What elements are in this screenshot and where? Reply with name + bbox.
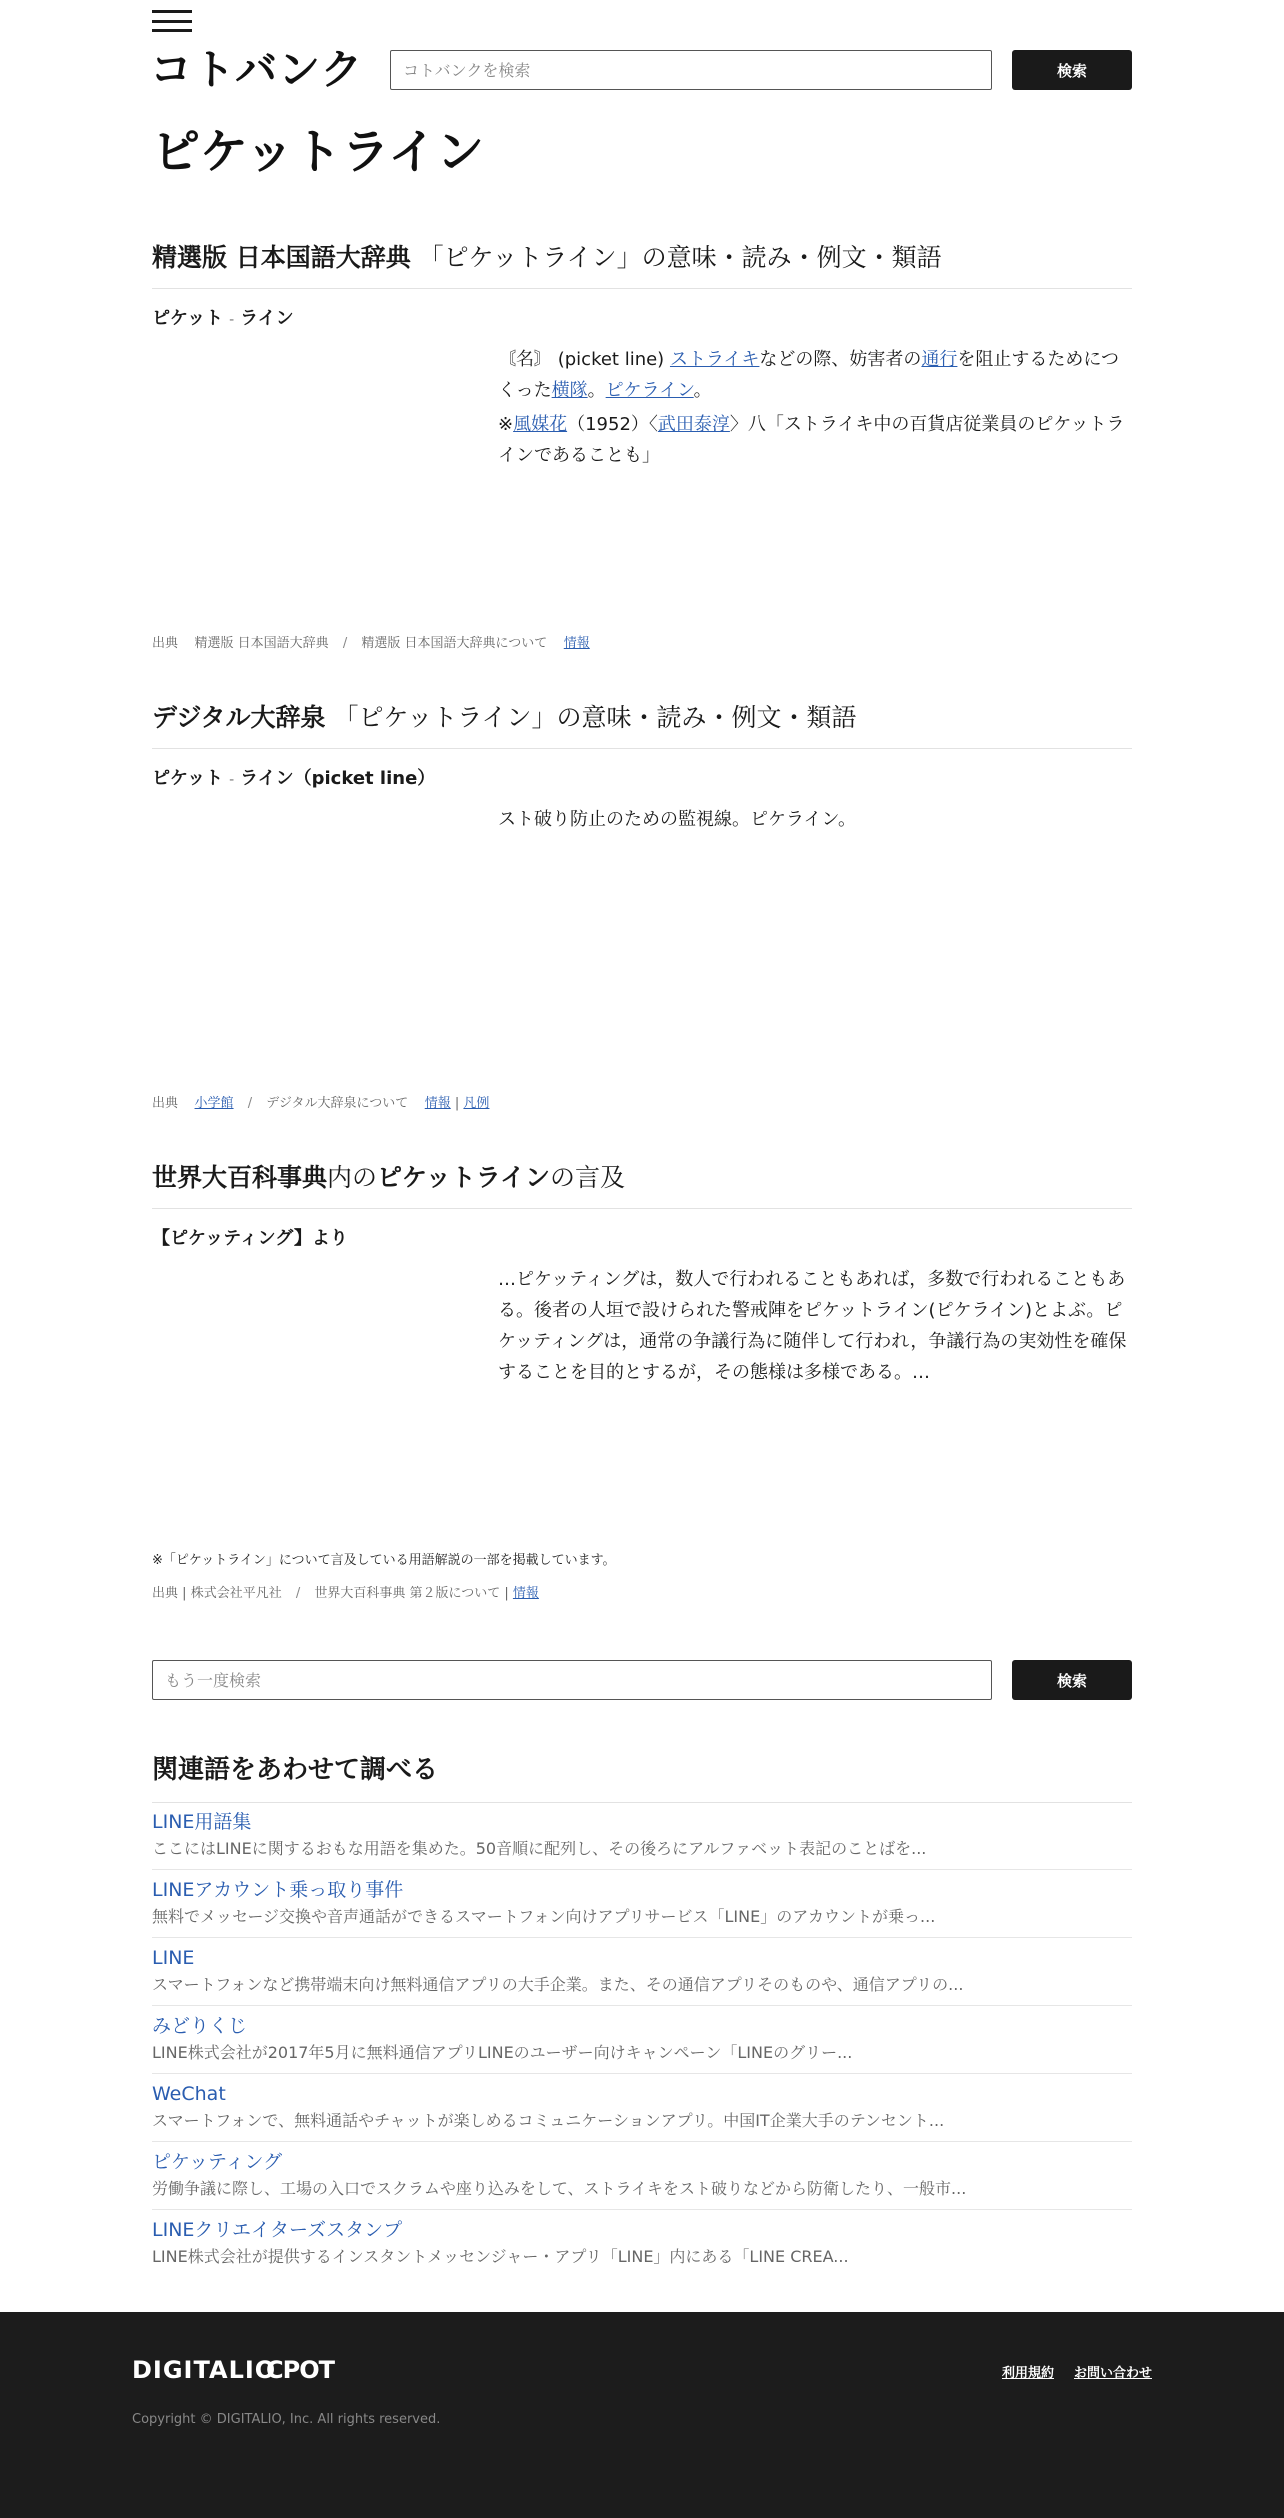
- related-term-desc: LINE株式会社が2017年5月に無料通信アプリLINEのユーザー向けキャンペーン「LINEのグリー...: [152, 2043, 853, 2062]
- search-bar-bottom: [152, 1660, 1132, 1700]
- copyright: Copyright © DIGITALIO, Inc. All rights reserved.: [132, 2412, 441, 2427]
- section-heading-suffix: 「ピケットライン」の意味・読み・例文・類語: [333, 703, 857, 732]
- related-term-desc: ここにはLINEに関するおもな用語を集めた。50音順に配列し、その後ろにアルファベット表記のことばを...: [152, 1839, 927, 1858]
- source-label: 出典: [152, 636, 179, 651]
- related-terms-title: 関連語をあわせて調べる: [152, 1752, 1132, 1803]
- definition-text: などの際、妨害者の: [759, 349, 922, 370]
- headword-part: ライン（picket line）: [240, 768, 436, 789]
- link-outai[interactable]: 横隊: [551, 380, 588, 401]
- section-heading-text: 内の: [327, 1163, 378, 1192]
- source-label: 出典: [152, 1096, 179, 1111]
- footer: [0, 2312, 1284, 2518]
- source-separator: |: [454, 1096, 460, 1111]
- source-separator: /: [247, 1096, 253, 1111]
- related-term-link[interactable]: LINE: [152, 1947, 195, 1969]
- headword-separator: ‐: [229, 312, 235, 328]
- page-title: ピケットライン: [152, 124, 485, 180]
- mention-note: ※「ピケットライン」について言及している用語解説の一部を掲載しています。: [152, 1553, 616, 1568]
- source-about: デジタル大辞泉について: [266, 1096, 409, 1111]
- entry-excerpt: …ピケッティングは，数人で行われることもあれば，多数で行われることもある。後者の人垣で設けられた警戒陣をピケットライン(ピケライン)とよぶ。ピケッティングは，通常の争議行為に随伴して行われ，争議行為の実効性を確保することを目的とするが，その態様は多様である。…: [498, 1269, 1127, 1383]
- related-term-desc: LINE株式会社が提供するインスタントメッセンジャー・アプリ「LINE」内にある「LINE CREA...: [152, 2247, 849, 2266]
- list-item: [152, 2210, 1132, 2278]
- link-fubaika[interactable]: 風媒花: [513, 414, 568, 435]
- link-pikeline[interactable]: ピケライン: [605, 380, 694, 401]
- source-separator: |: [504, 1586, 509, 1601]
- headword-part: ピケット: [152, 768, 224, 789]
- source-info-link[interactable]: 情報: [563, 636, 590, 651]
- list-item: [152, 2006, 1132, 2074]
- related-term-link[interactable]: LINE用語集: [152, 1811, 252, 1833]
- section-heading-term: ピケットライン: [377, 1163, 551, 1192]
- menu-icon[interactable]: [152, 10, 192, 32]
- related-term-desc: 労働争議に際し、工場の入口でスクラムや座り込みをして、ストライキをスト破りなどから防衛したり、一般市...: [152, 2179, 967, 2198]
- site-logo[interactable]: コトバンク: [150, 45, 364, 94]
- digitalio-logo[interactable]: DIGITALIO: [132, 2356, 277, 2384]
- definition-text: ※: [498, 414, 514, 435]
- headword-part: ライン: [240, 308, 294, 329]
- section-heading-daijisen: [152, 700, 1132, 749]
- entry-headword: 【ピケッティング】より: [152, 1228, 348, 1249]
- entry-definition: [498, 344, 1132, 474]
- definition-text: 。: [587, 380, 606, 401]
- related-term-link[interactable]: ピケッティング: [152, 2151, 283, 2173]
- source-label: 出典: [152, 1586, 179, 1601]
- list-item: [152, 1802, 1132, 1870]
- list-item: [152, 1870, 1132, 1938]
- dictionary-name: 世界大百科事典: [152, 1163, 328, 1192]
- link-tsuko[interactable]: 通行: [921, 349, 958, 370]
- search-bar: [390, 50, 1132, 90]
- search-button[interactable]: 検索: [1012, 50, 1132, 90]
- entry-definition: スト破り防止のための監視線。ピケライン。: [498, 809, 857, 830]
- headword-part: ピケット: [152, 308, 224, 329]
- source-about: 世界大百科事典 第２版について: [314, 1586, 501, 1601]
- section-heading-suffix: 「ピケットライン」の意味・読み・例文・類語: [418, 243, 942, 272]
- link-takeda[interactable]: 武田泰淳: [657, 414, 730, 435]
- definition-text: 。: [693, 380, 712, 401]
- source-separator: |: [182, 1586, 187, 1601]
- related-term-link[interactable]: LINEクリエイターズスタンプ: [152, 2219, 403, 2241]
- section-heading-suffix: の言及: [550, 1163, 626, 1192]
- source-hanrei-link[interactable]: 凡例: [463, 1096, 490, 1111]
- source-name: 精選版 日本国語大辞典: [194, 636, 329, 651]
- definition-text: （1952）〈: [567, 414, 658, 435]
- contact-link[interactable]: お問い合わせ: [1073, 2366, 1152, 2381]
- related-terms-list: [152, 1802, 1132, 2278]
- list-item: [152, 2074, 1132, 2142]
- entry-headword: [152, 765, 435, 794]
- source-info-link[interactable]: 情報: [424, 1096, 451, 1111]
- source-separator: /: [342, 636, 348, 651]
- related-term-desc: スマートフォンなど携帯端末向け無料通信アプリの大手企業。また、その通信アプリそのものや、通信アプリの...: [152, 1975, 964, 1994]
- terms-link[interactable]: 利用規約: [1001, 2366, 1054, 2381]
- related-term-desc: スマートフォンで、無料通話やチャットが楽しめるコミュニケーションアプリ。中国IT企業大手のテンセント...: [152, 2111, 945, 2130]
- search-again-input[interactable]: [152, 1660, 992, 1700]
- source-line: [152, 1584, 539, 1604]
- section-heading-seisenban: [152, 240, 1132, 289]
- source-publisher-link[interactable]: 小学館: [194, 1096, 234, 1111]
- definition-text: 〘名〙 (picket line): [498, 349, 665, 370]
- related-term-link[interactable]: みどりくじ: [152, 2015, 248, 2037]
- headword-separator: ‐: [229, 772, 235, 788]
- source-line: [152, 634, 590, 654]
- source-publisher: 株式会社平凡社: [190, 1586, 282, 1601]
- dictionary-name: デジタル大辞泉: [152, 703, 326, 732]
- definition-text: を阻止するためにつくった: [498, 349, 1120, 401]
- dictionary-name: 精選版 日本国語大辞典: [152, 243, 411, 272]
- source-about: 精選版 日本国語大辞典について: [361, 636, 548, 651]
- section-heading-sekai: [152, 1160, 1132, 1209]
- link-strike[interactable]: ストライキ: [669, 349, 760, 370]
- related-term-link[interactable]: WeChat: [152, 2083, 226, 2105]
- definition-text: 〉八「ストライキ中の百貨店従業員のピケットラインであることも」: [498, 414, 1125, 466]
- cpot-logo[interactable]: CPOT: [266, 2356, 334, 2384]
- source-separator: /: [295, 1586, 301, 1601]
- source-line: [152, 1094, 489, 1114]
- related-term-link[interactable]: LINEアカウント乗っ取り事件: [152, 1879, 404, 1901]
- footer-links: [1002, 2362, 1152, 2381]
- list-item: [152, 1938, 1132, 2006]
- search-input[interactable]: [390, 50, 992, 90]
- source-info-link[interactable]: 情報: [512, 1586, 539, 1601]
- related-term-desc: 無料でメッセージ交換や音声通話ができるスマートフォン向けアプリサービス「LINE」のアカウントが乗っ...: [152, 1907, 936, 1926]
- search-again-button[interactable]: 検索: [1012, 1660, 1132, 1700]
- list-item: [152, 2142, 1132, 2210]
- entry-headword: [152, 305, 294, 334]
